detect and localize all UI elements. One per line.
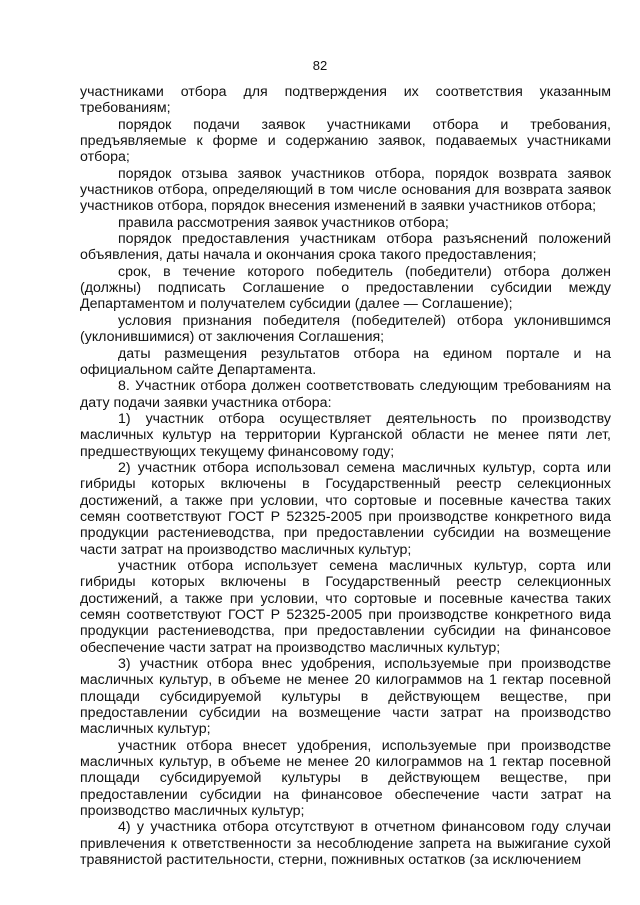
paragraph: срок, в течение которого победитель (победители) отбора должен (должны) подписать Соглашение о предоставлении субсидии между Департаментом и получателем субсидии (далее — Соглашение); (80, 263, 611, 313)
paragraph: 1) участник отбора осуществляет деятельность по производству масличных культур на территории Курганской области не менее пяти лет, предшествующих текущему финансовому году; (80, 410, 611, 460)
paragraph: 2) участник отбора использовал семена масличных культур, сорта или гибриды которых включены в Государственный реестр селекционных достижений, а также при условии, что сортовые и посевные качества таких семян соответствуют ГОСТ Р 52325-2005 при производстве конкретного вида продукции растениеводства, при предоставлении субсидии на возмещение части затрат на производство масличных культур; (80, 459, 611, 558)
paragraph: участниками отбора для подтверждения их соответствия указанным требованиям; (80, 84, 611, 117)
paragraph: правила рассмотрения заявок участников отбора; (118, 214, 449, 231)
paragraph: условия признания победителя (победителей) отбора уклонившимся (уклонившимися) от заключения Соглашения; (80, 312, 611, 346)
paragraph: порядок предоставления участникам отбора разъяснений положений объявления, даты начала и окончания срока такого предоставления; (80, 231, 611, 264)
paragraph: 4) у участника отбора отсутствуют в отчетном финансовом году случаи привлечения к ответственности за несоблюдение запрета на выжигание сухой травянистой растительности, стерни, пожнивных остатков (за исключением (80, 819, 611, 869)
page-number: 82 (312, 58, 328, 73)
paragraph: порядок отзыва заявок участников отбора, порядок возврата заявок участников отбора, определяющий в том числе основания для возврата заявок участников отбора, порядок внесения изменений в заявки участников отбора; (80, 165, 611, 215)
paragraph: порядок подачи заявок участниками отбора и требования, предъявляемые к форме и содержанию заявок, подаваемых участниками отбора; (80, 116, 611, 166)
paragraph: участник отбора внесет удобрения, используемые при производстве масличных культур, в объеме не менее 20 килограммов на 1 гектар посевной площади субсидируемой культуры в действующем веществе, при предоставлении субсидии на финансовое обеспечение части затрат на производство масличных культур; (80, 737, 611, 820)
paragraph: даты размещения результатов отбора на едином портале и на официальном сайте Департамента. (80, 345, 611, 378)
document-body (80, 84, 611, 869)
paragraph: участник отбора использует семена масличных культур, сорта или гибриды которых включены в Государственный реестр селекционных достижений, а также при условии, что сортовые и посевные качества таких семян соответствуют ГОСТ Р 52325-2005 при производстве конкретного вида продукции растениеводства, при предоставлении субсидии на финансовое обеспечение части затрат на производство масличных культур; (80, 557, 611, 656)
paragraph: 8. Участник отбора должен соответствовать следующим требованиям на дату подачи заявки участника отбора: (80, 378, 611, 411)
paragraph: 3) участник отбора внес удобрения, используемые при производстве масличных культур, в объеме не менее 20 килограммов на 1 гектар посевной площади субсидируемой культуры в действующем веществе, при предоставлении субсидии на возмещение части затрат на производство масличных культур; (80, 656, 611, 738)
